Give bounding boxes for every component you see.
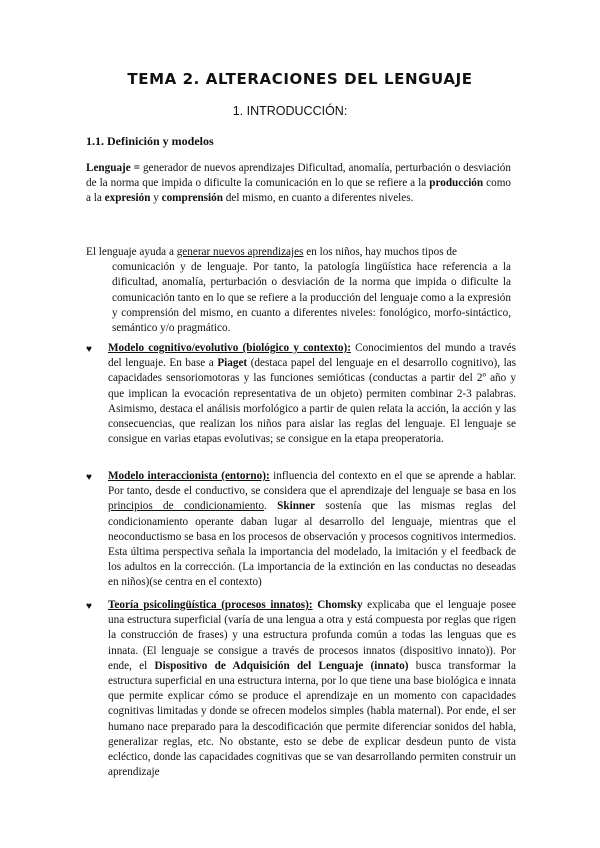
definition-term: Lenguaje = bbox=[86, 162, 141, 174]
section-heading-introduccion: 1. INTRODUCCIÓN: bbox=[232, 104, 348, 118]
model-text: . bbox=[264, 500, 278, 513]
model-text: busca transformar la estructura superficial en una estructura interna, por lo que tiene una base biológica e innata que permite explicar cómo se produce el aprendizaje en un momento con capacidades cognitivas limitadas y donde se ofrecen modelos simples (habla maternal). Por ende, el ser humano nace preparado para la descodificación que permite diferenciar sonidos del habla, generalizar reglas, etc. No obstante, esto se debe de explicar desdeun punto de vista ecléctico, donde las capacidades cognitivas que se van desarrollando permiten construir un aprendizaje bbox=[108, 659, 516, 779]
model-item-cognitivo bbox=[86, 341, 516, 447]
model-heading: Modelo cognitivo/evolutivo (biológico y contexto): bbox=[108, 342, 351, 354]
intro-text: en los niños, hay muchos tipos de bbox=[303, 246, 457, 258]
heart-bullet-icon: ♥ bbox=[86, 472, 92, 483]
model-underlined: principios de condicionamiento bbox=[108, 500, 265, 513]
definition-bold: comprensión bbox=[161, 192, 223, 205]
intro-first-line bbox=[86, 245, 511, 260]
heart-bullet-icon: ♥ bbox=[86, 344, 92, 355]
intro-underlined: generar nuevos aprendizajes bbox=[176, 246, 304, 258]
model-text: sostenía que las mismas reglas del condicionamiento operante daban lugar al desarrollo del lenguaje, mientras que el neoconductismo se basa en los procesos de observación y procesos cognitivos intermedios. Esta última perspectiva señala la importancia del modelado, la imitación y el feedback de los adultos en la corrección. (La importancia de la extinción en las conductas no deseadas en niños)(se centra en el contexto) bbox=[108, 500, 516, 589]
intro-rest: comunicación y de lenguaje. Por tanto, la patología lingüística hace referencia a la dificultad, anomalía, perturbación o desviación de la norma que impida o dificulte la comunicación tanto en lo que se refiere a la producción del lenguaje como a la expresión y comprensión del mismo, en cuanto a diferentes niveles: fonológico, morfo-sintáctico, semántico y/o pragmático. bbox=[112, 261, 511, 335]
model-heading: Modelo interaccionista (entorno): bbox=[108, 470, 270, 482]
model-item-psicolinguistica bbox=[86, 598, 516, 780]
model-item-interaccionista bbox=[86, 469, 516, 591]
model-text: explicaba que el lenguaje posee una estructura superficial (varía de una lengua a otra y está compuesta por reglas que rigen la construcción de frases) y una estructura profunda común a todas las lenguas que es innata. (El lenguaje se consigue a través de procesos innatos (dispositivo innato)). Por ende, el bbox=[108, 599, 516, 672]
model-author: Skinner bbox=[277, 500, 316, 513]
definition-bold: producción bbox=[429, 177, 484, 190]
model-text: influencia del contexto en el que se aprende a hablar. Por tanto, desde el conductivo, se considera que el aprendizaje del lenguaje se basa en los bbox=[108, 470, 516, 498]
document-title: TEMA 2. ALTERACIONES DEL LENGUAJE bbox=[127, 70, 473, 88]
model-body bbox=[108, 469, 516, 591]
model-author: Piaget bbox=[217, 357, 248, 370]
model-body bbox=[108, 341, 516, 447]
definition-bold: expresión bbox=[104, 192, 151, 205]
model-body bbox=[108, 598, 516, 780]
definition-paragraph bbox=[86, 161, 511, 207]
model-concept: Dispositivo de Adquisición del Lenguaje (innato) bbox=[154, 659, 409, 672]
intro-text: El lenguaje ayuda a bbox=[86, 246, 177, 258]
definition-text: del mismo, en cuanto a diferentes niveles. bbox=[222, 192, 414, 205]
model-heading: Teoría psicolingüística (procesos innatos): bbox=[108, 599, 313, 611]
definition-text: y bbox=[150, 192, 162, 205]
definition-text: generador de nuevos aprendizajes Dificultad, anomalía, perturbación o desviación de la norma que impida o dificulte la comunicación en lo que se refiere a la bbox=[86, 162, 511, 190]
intro-paragraph bbox=[86, 245, 511, 336]
definition-text: como a la bbox=[86, 177, 511, 205]
model-author: Chomsky bbox=[317, 599, 363, 611]
model-text: (destaca papel del lenguaje en el desarrollo cognitivo), las capacidades sensoriomotoras y las funciones semióticas (conductas a partir del 2º año y que implican la evocación representativa de un objeto) permiten combinar 2-3 palabras. Asimismo, destaca el análisis morfológico a partir de quien relata la acción, la acción y las consecuencias, que realizan los niños para aislar las reglas del lenguaje. El lenguaje se consigue en varias etapas evolutivas; se consigue en la etapa preoperatoria. bbox=[108, 357, 516, 446]
model-text: Conocimientos del mundo a través del lenguaje. En base a bbox=[108, 342, 517, 370]
heart-bullet-icon: ♥ bbox=[86, 601, 92, 612]
subsection-heading: 1.1. Definición y modelos bbox=[86, 134, 214, 148]
